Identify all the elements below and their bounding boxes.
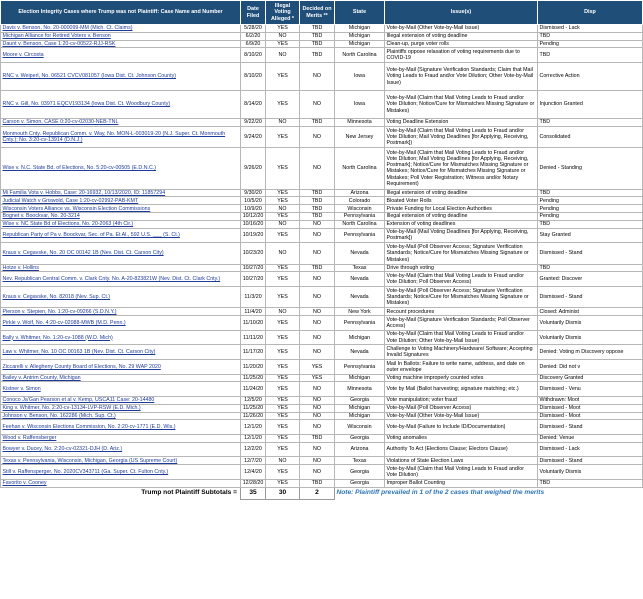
decided-merits-cell: NO xyxy=(300,457,335,465)
table-row xyxy=(1,374,643,382)
table-row xyxy=(1,330,643,345)
state-cell: Texas xyxy=(335,264,385,272)
table-row xyxy=(1,272,643,287)
issues-cell: Voting Deadline Extension xyxy=(385,118,538,126)
issues-cell: Vote-by-Mail (Claim that Mail Voting Leads to Fraud and/or Vote Dilution; Other Vote-by-Mail Issue) xyxy=(385,330,538,345)
issues-cell: Vote-by-Mail (Claim that Mail Voting Leads to Fraud and/or Vote Dilution; Notice/Cure for Mismatches Missing Signature or Mistakes) xyxy=(385,90,538,118)
table-row xyxy=(1,32,643,40)
disposition-cell: Dismissed - Stand xyxy=(538,457,643,465)
state-cell: North Carolina xyxy=(335,48,385,63)
issues-cell: Illegal extension of voting deadline xyxy=(385,213,538,221)
case-name-cell[interactable]: Favorito v. Cooney xyxy=(1,479,241,487)
state-cell: Wisconsin xyxy=(335,420,385,435)
date-filed-cell: 9/26/20 xyxy=(241,148,266,190)
state-cell: Minnesota xyxy=(335,382,385,397)
date-filed-cell: 12/4/20 xyxy=(241,465,266,480)
case-name-cell[interactable]: Nev. Republican Central Comm. v. Clark Cnty. No. A-20-823821W (Nev. Dist. Ct. Clark Cnty.) xyxy=(1,272,241,287)
issues-cell: Authority To Act (Elections Clause; Electors Clause) xyxy=(385,442,538,457)
state-cell: Georgia xyxy=(335,396,385,404)
issues-cell: Bloated Voter Rolls xyxy=(385,197,538,205)
header-row xyxy=(1,1,643,25)
date-filed-cell: 8/10/20 xyxy=(241,48,266,63)
issues-cell: Clean-up, purge voter rolls xyxy=(385,40,538,48)
decided-merits-cell: NO xyxy=(300,442,335,457)
date-filed-cell: 11/3/20 xyxy=(241,287,266,308)
state-cell: Pennsylvania xyxy=(335,360,385,375)
issues-cell: Vote-by-Mail (Signature Verification Standards; Claim that Mail Voting Leads to Fraud and/or Vote Dilution; Other Vote-by-Mail Issue) xyxy=(385,62,538,90)
state-cell: Georgia xyxy=(335,434,385,442)
table-row xyxy=(1,40,643,48)
disposition-cell: Stay Granted xyxy=(538,228,643,243)
date-filed-cell: 6/2/20 xyxy=(241,32,266,40)
case-name-cell[interactable]: Bailey v. Antrim County, Michigan xyxy=(1,374,241,382)
state-cell: Nevada xyxy=(335,345,385,360)
illegal-voting-cell: YES xyxy=(266,228,300,243)
disposition-cell: TBD xyxy=(538,220,643,228)
date-filed-cell: 6/9/20 xyxy=(241,40,266,48)
decided-merits-cell: TBD xyxy=(300,264,335,272)
case-name-cell[interactable]: Carson v. Simon, CASE 0:20-cv-02030-NEB-TNL xyxy=(1,118,241,126)
subtotal-merits: 2 xyxy=(300,487,335,499)
illegal-voting-cell: YES xyxy=(266,330,300,345)
state-cell: Michigan xyxy=(335,40,385,48)
illegal-voting-cell: YES xyxy=(266,287,300,308)
date-filed-cell: 10/9/20 xyxy=(241,205,266,213)
table-row xyxy=(1,213,643,221)
decided-merits-cell: NO xyxy=(300,287,335,308)
illegal-voting-cell: YES xyxy=(266,316,300,331)
decided-merits-cell: NO xyxy=(300,345,335,360)
disposition-cell: Dismissed - Stand xyxy=(538,420,643,435)
date-filed-cell: 10/23/20 xyxy=(241,243,266,264)
state-cell: Michigan xyxy=(335,404,385,412)
illegal-voting-cell: YES xyxy=(266,442,300,457)
disposition-cell: Dismissed - Moot xyxy=(538,412,643,420)
decided-merits-cell: NO xyxy=(300,316,335,331)
subtotal-note: Note: Plaintiff prevailed in 1 of the 2 cases that weighed the merits xyxy=(336,489,545,497)
state-cell: Iowa xyxy=(335,90,385,118)
decided-merits-cell: TBD xyxy=(300,48,335,63)
state-cell: Michigan xyxy=(335,25,385,33)
date-filed-cell: 8/14/20 xyxy=(241,90,266,118)
state-cell: Nevada xyxy=(335,272,385,287)
date-filed-cell: 10/16/20 xyxy=(241,220,266,228)
case-name-cell[interactable]: Mi Familia Vota v. Hobbs, Case: 20-16932, 10/13/2020, ID: 11857294 xyxy=(1,189,241,197)
issues-cell: Recount procedures xyxy=(385,308,538,316)
table-row xyxy=(1,382,643,397)
date-filed-cell: 11/25/20 xyxy=(241,374,266,382)
disposition-cell: Dismissed - Lack xyxy=(538,25,643,33)
date-filed-cell: 11/25/20 xyxy=(241,404,266,412)
table-row xyxy=(1,412,643,420)
table-row xyxy=(1,264,643,272)
case-name-cell[interactable]: Bally v. Whitmer, No. 1:20-cv-1088 (W.D. Mich) xyxy=(1,330,241,345)
disposition-cell: Dismissed - Stand xyxy=(538,243,643,264)
date-filed-cell: 11/17/20 xyxy=(241,345,266,360)
case-name-cell[interactable]: Moore v. Circosta xyxy=(1,48,241,63)
illegal-voting-cell: YES xyxy=(266,25,300,33)
date-filed-cell: 12/2/20 xyxy=(241,442,266,457)
decided-merits-cell: NO xyxy=(300,90,335,118)
state-cell: Nevada xyxy=(335,287,385,308)
illegal-voting-cell: YES xyxy=(266,345,300,360)
illegal-voting-cell: NO xyxy=(266,48,300,63)
illegal-voting-cell: NO xyxy=(266,118,300,126)
table-row xyxy=(1,396,643,404)
disposition-cell: Withdrawn: Moot xyxy=(538,396,643,404)
decided-merits-cell: YES xyxy=(300,360,335,375)
table-row xyxy=(1,25,643,33)
decided-merits-cell: TBD xyxy=(300,213,335,221)
issues-cell: Vote-by-Mail (Claim that Mail Voting Leads to Fraud and/or Vote Dilution; Mail Voting Deadlines [for Applying, Receiving, Postmark]; Notice/Cure for Mismatches Missing Signature or Mistakes; Notice/Cure for Mismatches Missing Signature or Mistakes; Poll Voter Registration; Witness and/or Notary Requirement) xyxy=(385,148,538,190)
table-row xyxy=(1,345,643,360)
case-name-cell[interactable]: Bowyer v. Ducey, No. 2:20-cv-02321-DJH (D. Ariz.) xyxy=(1,442,241,457)
illegal-voting-cell: YES xyxy=(266,412,300,420)
disposition-cell: TBD xyxy=(538,264,643,272)
illegal-voting-cell: NO xyxy=(266,220,300,228)
decided-merits-cell: NO xyxy=(300,420,335,435)
disposition-cell: Denied: Venue xyxy=(538,434,643,442)
state-cell: North Carolina xyxy=(335,220,385,228)
state-cell: Michigan xyxy=(335,32,385,40)
issues-cell: Vote-by-Mail (Claim that Mail Voting Leads to Fraud and/or Vote Dilution) xyxy=(385,465,538,480)
header-illegal-voting: Illegal Voting Alleged * xyxy=(266,1,300,25)
illegal-voting-cell: YES xyxy=(266,40,300,48)
illegal-voting-cell: YES xyxy=(266,479,300,487)
table-row xyxy=(1,479,643,487)
state-cell: Iowa xyxy=(335,62,385,90)
state-cell: Georgia xyxy=(335,479,385,487)
case-name-cell[interactable]: Johnson v. Benson, No. 162286 (Mich. Sup. Ct.) xyxy=(1,412,241,420)
state-cell: Michigan xyxy=(335,412,385,420)
illegal-voting-cell: NO xyxy=(266,32,300,40)
case-name-cell[interactable]: Wisconsin Voters Alliance vs. Wisconsin Election Commissions xyxy=(1,205,241,213)
table-row xyxy=(1,48,643,63)
illegal-voting-cell: NO xyxy=(266,243,300,264)
case-name-cell[interactable]: Michigan Alliance for Retired Voters v. Benson xyxy=(1,32,241,40)
table-row xyxy=(1,118,643,126)
issues-cell: Vote-by-Mail (Other Vote-by-Mail Issue) xyxy=(385,25,538,33)
issues-cell: Vote-by-Mail (Other Vote-by-Mail Issue) xyxy=(385,412,538,420)
date-filed-cell: 12/7/20 xyxy=(241,457,266,465)
case-name-cell[interactable]: Law v. Whitmer, No. 10 OC 00163 1B (Nev. Dist. Ct. Carson City) xyxy=(1,345,241,360)
issues-cell: Vote manipulation; voter fraud xyxy=(385,396,538,404)
case-name-cell[interactable]: Hotze v. Hollins xyxy=(1,264,241,272)
illegal-voting-cell: YES xyxy=(266,382,300,397)
date-filed-cell: 12/28/20 xyxy=(241,479,266,487)
disposition-cell: Dismissed - Venu xyxy=(538,382,643,397)
issues-cell: Vote-by-Mail (Mail Voting Deadlines [for Applying, Receiving, Postmark]) xyxy=(385,228,538,243)
header-state: State xyxy=(335,1,385,25)
issues-cell: Extension of voting deadlines xyxy=(385,220,538,228)
issues-cell: Vote-by-Mail (Poll Observer Access; Signature Verification Standards; Notice/Cure for Mismatches Missing Signature or Mistakes) xyxy=(385,287,538,308)
date-filed-cell: 9/22/20 xyxy=(241,118,266,126)
state-cell: Pennsylvania xyxy=(335,213,385,221)
illegal-voting-cell: YES xyxy=(266,90,300,118)
date-filed-cell: 11/10/20 xyxy=(241,316,266,331)
state-cell: Texas xyxy=(335,457,385,465)
table-row xyxy=(1,205,643,213)
case-name-cell[interactable]: Republican Party of Pa v. Boockvar, Sec. of Pa. Et Al., 592 U.S. ___ (S. Ct.) xyxy=(1,228,241,243)
date-filed-cell: 11/20/20 xyxy=(241,360,266,375)
decided-merits-cell: TBD xyxy=(300,197,335,205)
date-filed-cell: 11/4/20 xyxy=(241,308,266,316)
case-name-cell[interactable]: RNC v. Weiperl, No. 06521 CVCV081057 (Iowa Dist. Ct. Johnson County) xyxy=(1,62,241,90)
decided-merits-cell: TBD xyxy=(300,32,335,40)
decided-merits-cell: TBD xyxy=(300,25,335,33)
decided-merits-cell: NO xyxy=(300,272,335,287)
issues-cell: Challenge to Voting Machinery/Hardware/ Software; Accepting Invalid Signatures xyxy=(385,345,538,360)
header-issues: Issue(s) xyxy=(385,1,538,25)
issues-cell: Vote by Mail (Ballot harvesting; signature matching; etc.) xyxy=(385,382,538,397)
disposition-cell: Injunction Granted xyxy=(538,90,643,118)
table-row xyxy=(1,90,643,118)
decided-merits-cell: NO xyxy=(300,330,335,345)
table-row xyxy=(1,404,643,412)
subtotal-filed: 35 xyxy=(241,487,266,499)
illegal-voting-cell: YES xyxy=(266,189,300,197)
illegal-voting-cell: YES xyxy=(266,272,300,287)
disposition-cell: Consolidated xyxy=(538,126,643,147)
illegal-voting-cell: YES xyxy=(266,374,300,382)
decided-merits-cell: NO xyxy=(300,220,335,228)
case-name-cell[interactable]: Bognet v. Boockvar, No. 20-3214 xyxy=(1,213,241,221)
date-filed-cell: 8/10/20 xyxy=(241,62,266,90)
case-name-cell[interactable]: Conoco Ja'Gan Pearson et al v. Kemp, USCA11 Case: 20-14480 xyxy=(1,396,241,404)
decided-merits-cell: NO xyxy=(300,126,335,147)
case-name-cell[interactable]: Daunt v. Benson, Case 1:20-cv-00522-RJJ-RSK xyxy=(1,40,241,48)
state-cell: New Jersey xyxy=(335,126,385,147)
decided-merits-cell: TBD xyxy=(300,40,335,48)
case-name-cell[interactable]: Pirkle v. Wolf, No. 4:20-cv-02088-MWB (M.D. Penn.) xyxy=(1,316,241,331)
issues-cell: Vote-by-Mail (Claim that Mail Voting Leads to Fraud and/or Vote Dilution; Poll Observer Access) xyxy=(385,272,538,287)
state-cell: Michigan xyxy=(335,330,385,345)
table-row xyxy=(1,420,643,435)
illegal-voting-cell: YES xyxy=(266,434,300,442)
state-cell: New York xyxy=(335,308,385,316)
disposition-cell: Corrective Action xyxy=(538,62,643,90)
case-name-cell[interactable]: RNC v. Gill, No. 03971 EQCV193134 (Iowa Dist. Ct. Woodbury County) xyxy=(1,90,241,118)
disposition-cell: TBD xyxy=(538,118,643,126)
case-name-cell[interactable]: Pierson v. Stepien, No. 1:20-cv-09266 (S.D.N.Y.) xyxy=(1,308,241,316)
decided-merits-cell: NO xyxy=(300,382,335,397)
case-name-cell[interactable]: Kistner v. Simon xyxy=(1,382,241,397)
issues-cell: Illegal extension of voting deadline xyxy=(385,32,538,40)
date-filed-cell: 10/5/20 xyxy=(241,197,266,205)
subtotal-alleged: 30 xyxy=(266,487,300,499)
date-filed-cell: 10/19/20 xyxy=(241,228,266,243)
date-filed-cell: 12/1/20 xyxy=(241,420,266,435)
table-row xyxy=(1,228,643,243)
table-row xyxy=(1,62,643,90)
illegal-voting-cell: YES xyxy=(266,264,300,272)
table-row xyxy=(1,442,643,457)
state-cell: Pennsylvania xyxy=(335,316,385,331)
disposition-cell: TBD xyxy=(538,32,643,40)
state-cell: Minnesota xyxy=(335,118,385,126)
disposition-cell: TBD xyxy=(538,479,643,487)
issues-cell: Improper Ballot Counting xyxy=(385,479,538,487)
decided-merits-cell: TBD xyxy=(300,434,335,442)
disposition-cell: Voluntarily Dismis xyxy=(538,330,643,345)
decided-merits-cell: NO xyxy=(300,148,335,190)
illegal-voting-cell: YES xyxy=(266,360,300,375)
date-filed-cell: 9/30/20 xyxy=(241,189,266,197)
date-filed-cell: 11/26/20 xyxy=(241,412,266,420)
state-cell: Pennsylvania xyxy=(335,228,385,243)
issues-cell: Drive through voting xyxy=(385,264,538,272)
decided-merits-cell: NO xyxy=(300,412,335,420)
decided-merits-cell: TBD xyxy=(300,189,335,197)
issues-cell: Mail In Ballots: Failure to write name, address, and date on outer envelope xyxy=(385,360,538,375)
date-filed-cell: 5/28/20 xyxy=(241,25,266,33)
table-row xyxy=(1,126,643,147)
disposition-cell: Voluntarily Dismis xyxy=(538,316,643,331)
decided-merits-cell: NO xyxy=(300,308,335,316)
issues-cell: Voting machine improperly counted votes xyxy=(385,374,538,382)
illegal-voting-cell: YES xyxy=(266,213,300,221)
decided-merits-cell: NO xyxy=(300,228,335,243)
table-row xyxy=(1,287,643,308)
date-filed-cell: 11/24/20 xyxy=(241,382,266,397)
disposition-cell: Pending xyxy=(538,213,643,221)
decided-merits-cell: TBD xyxy=(300,118,335,126)
date-filed-cell: 10/27/20 xyxy=(241,272,266,287)
decided-merits-cell: NO xyxy=(300,465,335,480)
table-row xyxy=(1,465,643,480)
state-cell: North Carolina xyxy=(335,148,385,190)
issues-cell: Vote-by-Mail (Poll Observer Access; Signature Verification Standards; Notice/Cure for Mismatches Missing Signature or Mistakes) xyxy=(385,243,538,264)
case-name-cell[interactable]: Still v. Raffensperger, No. 2020CV343711 (Ga. Super. Ct. Fulton Cnty.) xyxy=(1,465,241,480)
disposition-cell: Denied - Standing xyxy=(538,148,643,190)
disposition-cell: Closed: Administ xyxy=(538,308,643,316)
date-filed-cell: 12/1/20 xyxy=(241,434,266,442)
disposition-cell: Denied: Voting m Discovery oppose xyxy=(538,345,643,360)
decided-merits-cell: NO xyxy=(300,396,335,404)
case-name-cell[interactable]: Davis v. Benson, No. 20-000099-MM (Mich. Ct. Claims) xyxy=(1,25,241,33)
case-name-cell[interactable]: Kraus v. Cegavske, No. 82018 (Nev. Sup. Ct.) xyxy=(1,287,241,308)
issues-cell: Voting anomalies xyxy=(385,434,538,442)
table-row xyxy=(1,434,643,442)
disposition-cell: Pending xyxy=(538,205,643,213)
state-cell: Michigan xyxy=(335,374,385,382)
header-case: Election Integrity Cases where Trump was not Plaintiff: Case Name and Number xyxy=(1,1,241,25)
table-row xyxy=(1,148,643,190)
illegal-voting-cell: NO xyxy=(266,457,300,465)
disposition-cell: Granted: Discover xyxy=(538,272,643,287)
case-name-cell[interactable]: Monmouth Cnty. Republican Comm. v. Way, No. MON-L-003019-20 (N.J. Super. Ct. Monmouth Cnty.); No. 3:20-cv-13914 (D.N.J.) xyxy=(1,126,241,147)
issues-cell: Illegal extension of voting deadline xyxy=(385,189,538,197)
decided-merits-cell: TBD xyxy=(300,479,335,487)
table-row xyxy=(1,189,643,197)
table-row xyxy=(1,457,643,465)
disposition-cell: TBD xyxy=(538,48,643,63)
issues-cell: Vote-by-Mail (Poll Observer Access) xyxy=(385,404,538,412)
issues-cell: Vote-by-Mail (Claim that Mail Voting Leads to Fraud and/or Vote Dilution; Mail Voting Deadlines [for Applying, Receiving, Postmark]) xyxy=(385,126,538,147)
illegal-voting-cell: YES xyxy=(266,62,300,90)
date-filed-cell: 9/24/20 xyxy=(241,126,266,147)
disposition-cell: Pending xyxy=(538,197,643,205)
decided-merits-cell: NO xyxy=(300,62,335,90)
issues-cell: Violations of State Election Laws xyxy=(385,457,538,465)
header-decided-merits: Decided on Merits ** xyxy=(300,1,335,25)
illegal-voting-cell: YES xyxy=(266,197,300,205)
decided-merits-cell: NO xyxy=(300,404,335,412)
illegal-voting-cell: YES xyxy=(266,465,300,480)
case-rows xyxy=(1,25,643,488)
table-row xyxy=(1,360,643,375)
disposition-cell: Voluntarily Dismis xyxy=(538,465,643,480)
illegal-voting-cell: YES xyxy=(266,126,300,147)
issues-cell: Vote-by-Mail (Failure to Include ID/Documentation) xyxy=(385,420,538,435)
state-cell: Colorado xyxy=(335,197,385,205)
case-name-cell[interactable]: Wise v. N.C. State Bd. of Elections, No. 5:20-cv-00505 (E.D.N.C.) xyxy=(1,148,241,190)
illegal-voting-cell: YES xyxy=(266,420,300,435)
table-row xyxy=(1,316,643,331)
case-name-cell[interactable]: Feehan v. Wisconsin Elections Commission, No. 2:20-cv-1771 (E.D. Wis.) xyxy=(1,420,241,435)
disposition-cell: Dismissed - Moot xyxy=(538,404,643,412)
decided-merits-cell: TBD xyxy=(300,205,335,213)
case-name-cell[interactable]: King v. Whitmer, No. 2:20-cv-13134-LVP-RSW (E.D. Mich.) xyxy=(1,404,241,412)
table-row xyxy=(1,220,643,228)
date-filed-cell: 11/11/20 xyxy=(241,330,266,345)
decided-merits-cell: YES xyxy=(300,374,335,382)
illegal-voting-cell: NO xyxy=(266,308,300,316)
illegal-voting-cell: YES xyxy=(266,148,300,190)
state-cell: Arizona xyxy=(335,442,385,457)
state-cell: Arizona xyxy=(335,189,385,197)
case-name-cell[interactable]: Judicial Watch v Griswold, Case 1:20-cv-02992-PAB-KMT xyxy=(1,197,241,205)
disposition-cell: Dismissed - Lack xyxy=(538,442,643,457)
case-name-cell[interactable]: Kraus v. Cegavske, No. 20 OC 00142 1B (Nev. Dist. Ct. Carson City) xyxy=(1,243,241,264)
disposition-cell: Discovery Granted xyxy=(538,374,643,382)
illegal-voting-cell: NO xyxy=(266,205,300,213)
decided-merits-cell: NO xyxy=(300,243,335,264)
case-name-cell[interactable]: Ziccarelli v. Allegheny County Board of Elections, No. 29 WAP 2020 xyxy=(1,360,241,375)
case-name-cell[interactable]: Wood v. Raffensberger xyxy=(1,434,241,442)
disposition-cell: TBD xyxy=(538,189,643,197)
header-disposition: Disp xyxy=(538,1,643,25)
issues-cell: Private Funding for Local Election Authorities xyxy=(385,205,538,213)
disposition-cell: Dismissed - Stand xyxy=(538,287,643,308)
illegal-voting-cell: YES xyxy=(266,404,300,412)
date-filed-cell: 12/5/20 xyxy=(241,396,266,404)
disposition-cell: Denied: Did not v xyxy=(538,360,643,375)
illegal-voting-cell: YES xyxy=(266,396,300,404)
date-filed-cell: 10/27/20 xyxy=(241,264,266,272)
case-name-cell[interactable]: Texas v. Pennsylvania, Wisconsin, Michigan, Georgia (US Supreme Court) xyxy=(1,457,241,465)
date-filed-cell: 10/12/20 xyxy=(241,213,266,221)
state-cell: Georgia xyxy=(335,465,385,480)
issues-cell: Plaintiffs oppose relaxation of voting requirements due to COVID-19 xyxy=(385,48,538,63)
subtotal-row xyxy=(1,487,643,499)
disposition-cell: Pending xyxy=(538,40,643,48)
table-row xyxy=(1,308,643,316)
state-cell: Nevada xyxy=(335,243,385,264)
header-date-filed: Date Filed xyxy=(241,1,266,25)
state-cell: Wisconsin xyxy=(335,205,385,213)
table-row xyxy=(1,243,643,264)
table-row xyxy=(1,197,643,205)
issues-cell: Vote-by-Mail (Signature Verification Standards; Poll Observer Access) xyxy=(385,316,538,331)
case-name-cell[interactable]: Wise v. NC State Bd of Elections, No. 20-2063 (4th Cir.) xyxy=(1,220,241,228)
subtotal-label: Trump not Plaintiff Subtotals = xyxy=(141,489,237,497)
